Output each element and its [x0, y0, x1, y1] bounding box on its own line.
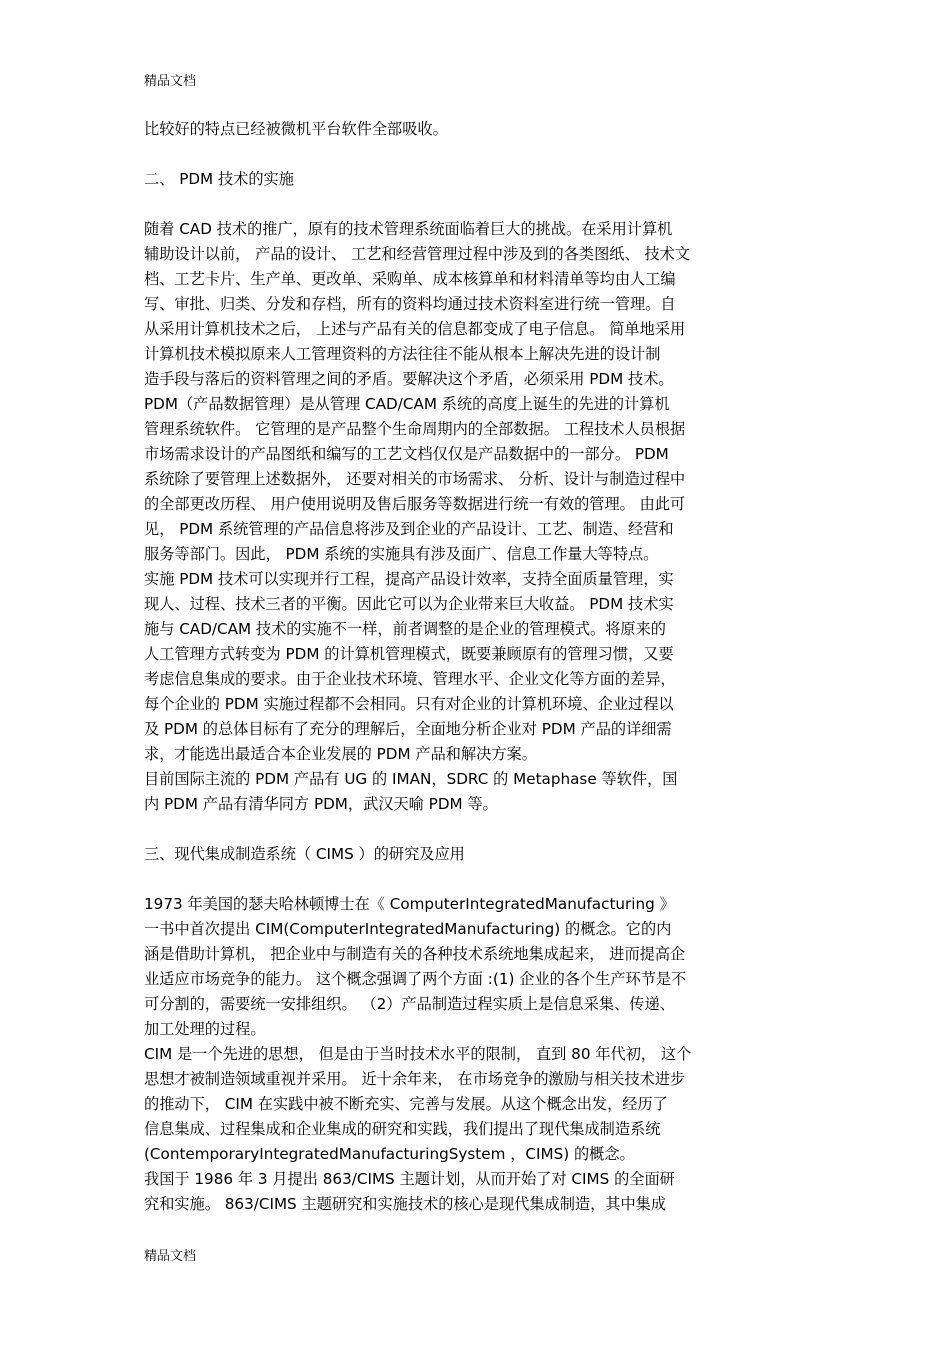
text-line: 管理系统软件。 它管理的是产品整个生命周期内的全部数据。 工程技术人员根据: [144, 420, 686, 438]
text-line: 人工管理方式转变为 PDM 的计算机管理模式，既要兼顾原有的管理习惯，又要: [144, 645, 674, 663]
text-line: 市场需求设计的产品图纸和编写的工艺文档仅仅是产品数据中的一部分。 PDM: [144, 445, 669, 463]
text-line: 信息集成、过程集成和企业集成的研究和实践，我们提出了现代集成制造系统: [144, 1120, 661, 1138]
text-line: 写、审批、归类、分发和存档，所有的资料均通过技术资料室进行统一管理。自: [144, 295, 676, 313]
text-line: 的推动下， CIM 在实践中被不断充实、完善与发展。从这个概念出发，经历了: [144, 1095, 668, 1113]
text-line: 加工处理的过程。: [144, 1020, 266, 1038]
text-line: 从采用计算机技术之后， 上述与产品有关的信息都变成了电子信息。 简单地采用: [144, 320, 686, 338]
text-line: 辅助设计以前， 产品的设计、 工艺和经营管理过程中涉及到的各类图纸、 技术文: [144, 245, 691, 263]
text-line: 求，才能选出最适合本企业发展的 PDM 产品和解决方案。: [144, 745, 537, 763]
text-line: 可分割的，需要统一安排组织。 （2）产品制造过程实质上是信息采集、传递、: [144, 995, 675, 1013]
section-heading: 二、 PDM 技术的实施: [144, 170, 294, 188]
text-line: 档、工艺卡片、生产单、更改单、采购单、成本核算单和材料清单等均由人工编: [144, 270, 676, 288]
text-line: 见， PDM 系统管理的产品信息将涉及到企业的产品设计、工艺、制造、经营和: [144, 520, 674, 538]
text-line: 计算机技术模拟原来人工管理资料的方法往往不能从根本上解决先进的设计制: [144, 345, 661, 363]
text-line: 涵是借助计算机， 把企业中与制造有关的各种技术系统地集成起来， 进而提高企: [144, 945, 686, 963]
text-line: PDM（产品数据管理）是从管理 CAD/CAM 系统的高度上诞生的先进的计算机: [144, 395, 670, 413]
text-line: CIM 是一个先进的思想， 但是由于当时技术水平的限制， 直到 80 年代初， 这个: [144, 1045, 692, 1063]
text-line: 我国于 1986 年 3 月提出 863/CIMS 主题计划，从而开始了对 CIMS 的全面研: [144, 1170, 675, 1188]
text-line: 思想才被制造领域重视并采用。 近十余年来， 在市场竞争的激励与相关技术进步: [144, 1070, 686, 1088]
text-line: 目前国际主流的 PDM 产品有 UG 的 IMAN，SDRC 的 Metaphase 等软件，国: [144, 770, 678, 788]
text-line: 实施 PDM 技术可以实现并行工程，提高产品设计效率，支持全面质量管理，实: [144, 570, 674, 588]
text-line: 1973 年美国的瑟夫哈林顿博士在《 ComputerIntegratedManufacturing 》: [144, 895, 675, 913]
text-line: 的全部更改历程、 用户使用说明及售后服务等数据进行统一有效的管理。 由此可: [144, 495, 686, 513]
text-line: 施与 CAD/CAM 技术的实施不一样，前者调整的是企业的管理模式。将原来的: [144, 620, 666, 638]
text-line: 究和实施。 863/CIMS 主题研究和实施技术的核心是现代集成制造，其中集成: [144, 1195, 667, 1213]
text-line: 比较好的特点已经被微机平台软件全部吸收。: [144, 120, 448, 138]
text-line: 考虑信息集成的要求。由于企业技术环境、管理水平、企业文化等方面的差异，: [144, 670, 676, 688]
page-footer: 精品文档: [144, 1249, 197, 1264]
section-heading: 三、现代集成制造系统（ CIMS ）的研究及应用: [144, 845, 465, 863]
text-line: 随着 CAD 技术的推广，原有的技术管理系统面临着巨大的挑战。在采用计算机: [144, 220, 673, 238]
text-line: 系统除了要管理上述数据外， 还要对相关的市场需求、 分析、设计与制造过程中: [144, 470, 686, 488]
text-line: 及 PDM 的总体目标有了充分的理解后，全面地分析企业对 PDM 产品的详细需: [144, 720, 672, 738]
text-line: 服务等部门。因此， PDM 系统的实施具有涉及面广、信息工作量大等特点。: [144, 545, 659, 563]
page-header: 精品文档: [144, 74, 197, 89]
text-line: 业适应市场竞争的能力。 这个概念强调了两个方面 :(1) 企业的各个生产环节是不: [144, 970, 687, 988]
text-line: 内 PDM 产品有清华同方 PDM，武汉天喻 PDM 等。: [144, 795, 498, 813]
text-line: 现人、过程、技术三者的平衡。因此它可以为企业带来巨大收益。 PDM 技术实: [144, 595, 674, 613]
text-line: 每个企业的 PDM 实施过程都不会相同。只有对企业的计算机环境、企业过程以: [144, 695, 674, 713]
text-line: 一书中首次提出 CIM(ComputerIntegratedManufacturing) 的概念。它的内: [144, 920, 672, 938]
text-line: 造手段与落后的资料管理之间的矛盾。要解决这个矛盾，必须采用 PDM 技术。: [144, 370, 674, 388]
text-line: (ContemporaryIntegratedManufacturingSystem ，CIMS) 的概念。: [144, 1145, 635, 1163]
